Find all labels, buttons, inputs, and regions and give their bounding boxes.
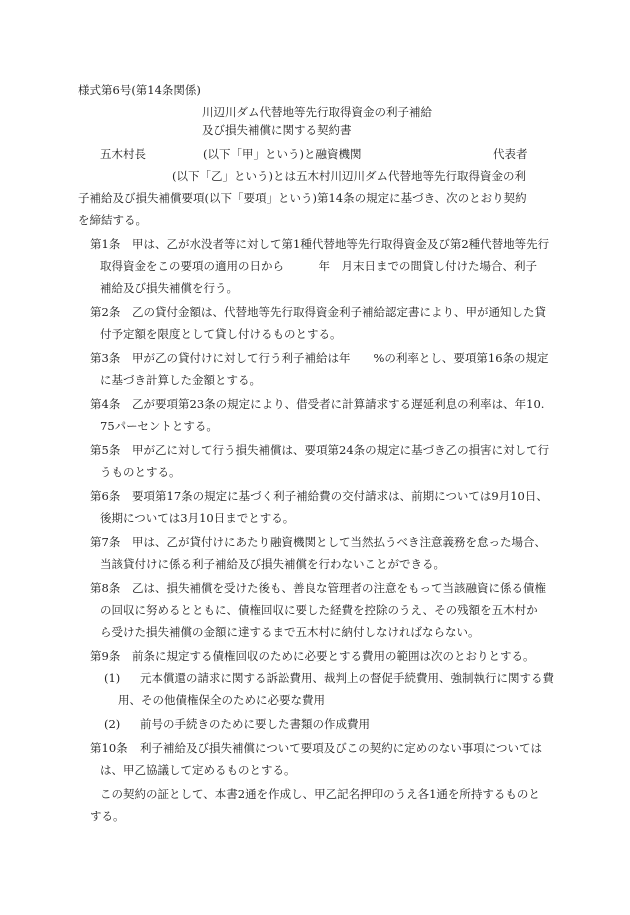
preamble-line: 子補給及び損失補償要項(以下「要項」という)第14条の規定に基づき、次のとおり契約: [78, 191, 527, 205]
article-text: 乙が要項第23条の規定により、借受者に計算請求する遅延利息の利率は、年10.: [132, 397, 545, 411]
item-number: (2): [104, 717, 121, 731]
representative-label: 代表者: [493, 147, 528, 161]
article-text: 甲は、乙が水没者等に対して第1種代替地等先行取得資金及び第2種代替地等先行: [132, 237, 550, 251]
article-text: 乙は、損失補償を受けた後も、善良な管理者の注意をもって当該融資に係る債権: [132, 581, 546, 595]
article-text: 75パーセントとする。: [100, 419, 218, 433]
kou-definition: (以下「甲」という)と融資機関: [203, 147, 362, 161]
form-label: 様式第6号(第14条関係): [78, 83, 201, 97]
article-number: 第9条: [90, 649, 121, 663]
mayor-label: 五木村長: [100, 147, 146, 161]
article-number: 第10条: [90, 741, 128, 755]
article-number: 第8条: [90, 581, 121, 595]
article-text: ら受けた損失補償の金額に達するまで五木村に納付しなければならない。: [100, 625, 480, 639]
item-text: 用、その他債権保全のために必要な費用: [118, 693, 325, 707]
article-text: 甲が乙の貸付けに対して行う利子補給は年 %の利率とし、要項第16条の規定: [132, 351, 549, 365]
article-text: 利子補給及び損失補償について要項及びこの契約に定めのない事項については: [140, 741, 543, 755]
article-text: 後期については3月10日までとする。: [100, 511, 295, 525]
article-number: 第2条: [90, 305, 121, 319]
article-text: 甲は、乙が貸付けにあたり融資機関として当然払うべき注意義務を怠った場合、: [132, 535, 546, 549]
article-text: は、甲乙協議して定めるものとする。: [100, 763, 296, 777]
document-title-line-2: 及び損失補償に関する契約書: [202, 123, 352, 137]
article-text: 要項第17条の規定に基づく利子補給費の交付請求は、前期については9月10日、: [132, 489, 548, 503]
item-number: (1): [104, 671, 121, 685]
article-number: 第7条: [90, 535, 121, 549]
article-number: 第6条: [90, 489, 121, 503]
item-text: 前号の手続きのために要した書類の作成費用: [140, 717, 370, 731]
article-text: 甲が乙に対して行う損失補償は、要項第24条の規定に基づき乙の損害に対して行: [132, 443, 550, 457]
item-text: 元本償還の請求に関する訴訟費用、裁判上の督促手続費用、強制執行に関する費: [140, 671, 554, 685]
article-text: 付予定額を限度として貸し付けるものとする。: [100, 327, 342, 341]
article-text: 乙の貸付金額は、代替地等先行取得資金利子補給認定書により、甲が通知した貸: [132, 305, 546, 319]
closing-line: この契約の証として、本書2通を作成し、甲乙記名押印のうえ各1通を所持するものと: [100, 787, 540, 801]
article-text: 前条に規定する債権回収のために必要とする費用の範囲は次のとおりとする。: [132, 649, 535, 663]
article-text: に基づき計算した金額とする。: [100, 373, 261, 387]
closing-line: する。: [90, 809, 125, 823]
article-number: 第4条: [90, 397, 121, 411]
otsu-definition: (以下「乙」という)とは五木村川辺川ダム代替地等先行取得資金の利: [172, 169, 526, 183]
article-text: 取得資金をこの要項の適用の日から 年 月末日までの間貸し付けた場合、利子: [100, 259, 537, 273]
article-text: うものとする。: [100, 465, 181, 479]
article-text: 当該貸付けに係る利子補給及び損失補償を行わないことができる。: [100, 557, 445, 571]
article-text: 補給及び損失補償を行う。: [100, 281, 238, 295]
article-number: 第5条: [90, 443, 121, 457]
article-number: 第3条: [90, 351, 121, 365]
article-number: 第1条: [90, 237, 121, 251]
preamble-line: を締結する。: [78, 213, 147, 227]
article-text: の回収に努めるとともに、債権回収に要した経費を控除のうえ、その残額を五木村か: [100, 603, 538, 617]
document-title-line-1: 川辺川ダム代替地等先行取得資金の利子補給: [202, 105, 432, 119]
